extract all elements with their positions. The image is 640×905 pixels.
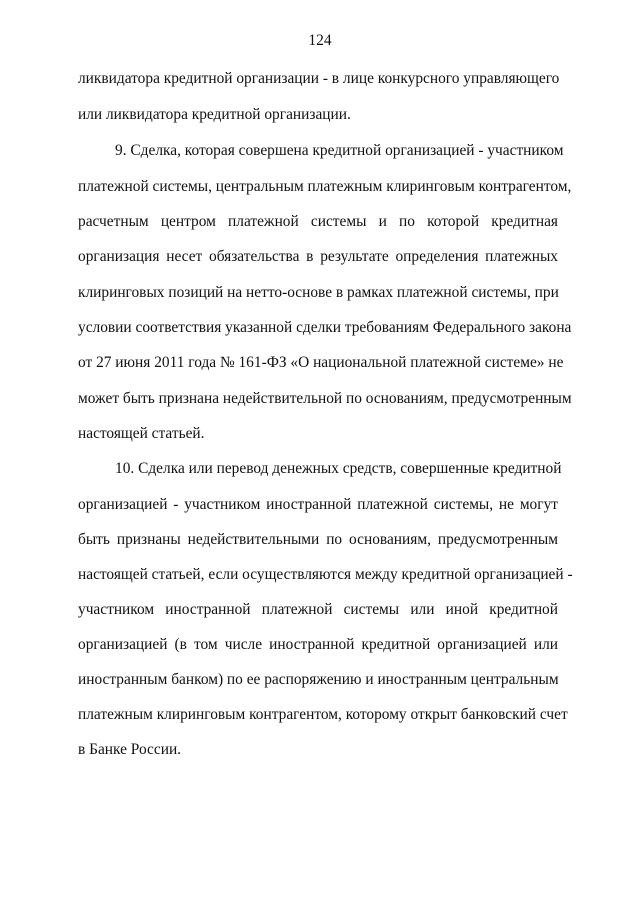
text-line: расчетным центром платежной системы и по которой кредитная (78, 213, 558, 230)
text-line: от 27 июня 2011 года № 161-ФЗ «О национальной платежной системе» не (78, 354, 564, 371)
text-line: в Банке России. (78, 741, 182, 758)
text-line: может быть признана недействительной по основаниям, предусмотренным (78, 390, 572, 407)
text-line: 10. Сделка или перевод денежных средств, совершенные кредитной (115, 460, 562, 477)
text-line: иностранным банком) по ее распоряжению и иностранным центральным (78, 671, 559, 688)
text-line: клиринговых позиций на нетто-основе в рамках платежной системы, при (78, 284, 559, 301)
text-line: организацией (в том числе иностранной кредитной организацией или (78, 636, 558, 653)
text-line: организацией - участником иностранной платежной системы, не могут (78, 496, 558, 513)
text-line: организация несет обязательства в результате определения платежных (78, 248, 558, 265)
text-line: платежной системы, центральным платежным клиринговым контрагентом, (78, 178, 572, 195)
text-line: или ликвидатора кредитной организации. (78, 106, 351, 123)
text-line: настоящей статьей, если осуществляются между кредитной организацией - (78, 566, 573, 583)
text-line: условии соответствия указанной сделки требованиям Федерального закона (78, 319, 572, 336)
text-line: платежным клиринговым контрагентом, которому открыт банковский счет (78, 706, 568, 723)
page-number: 124 (308, 32, 332, 49)
text-line: настоящей статьей. (78, 425, 205, 442)
text-line: быть признаны недействительными по основаниям, предусмотренным (78, 531, 558, 548)
text-line: ликвидатора кредитной организации - в лице конкурсного управляющего (78, 70, 560, 87)
text-line: участником иностранной платежной системы или иной кредитной (78, 601, 558, 618)
text-line: 9. Сделка, которая совершена кредитной организацией - участником (115, 142, 564, 159)
